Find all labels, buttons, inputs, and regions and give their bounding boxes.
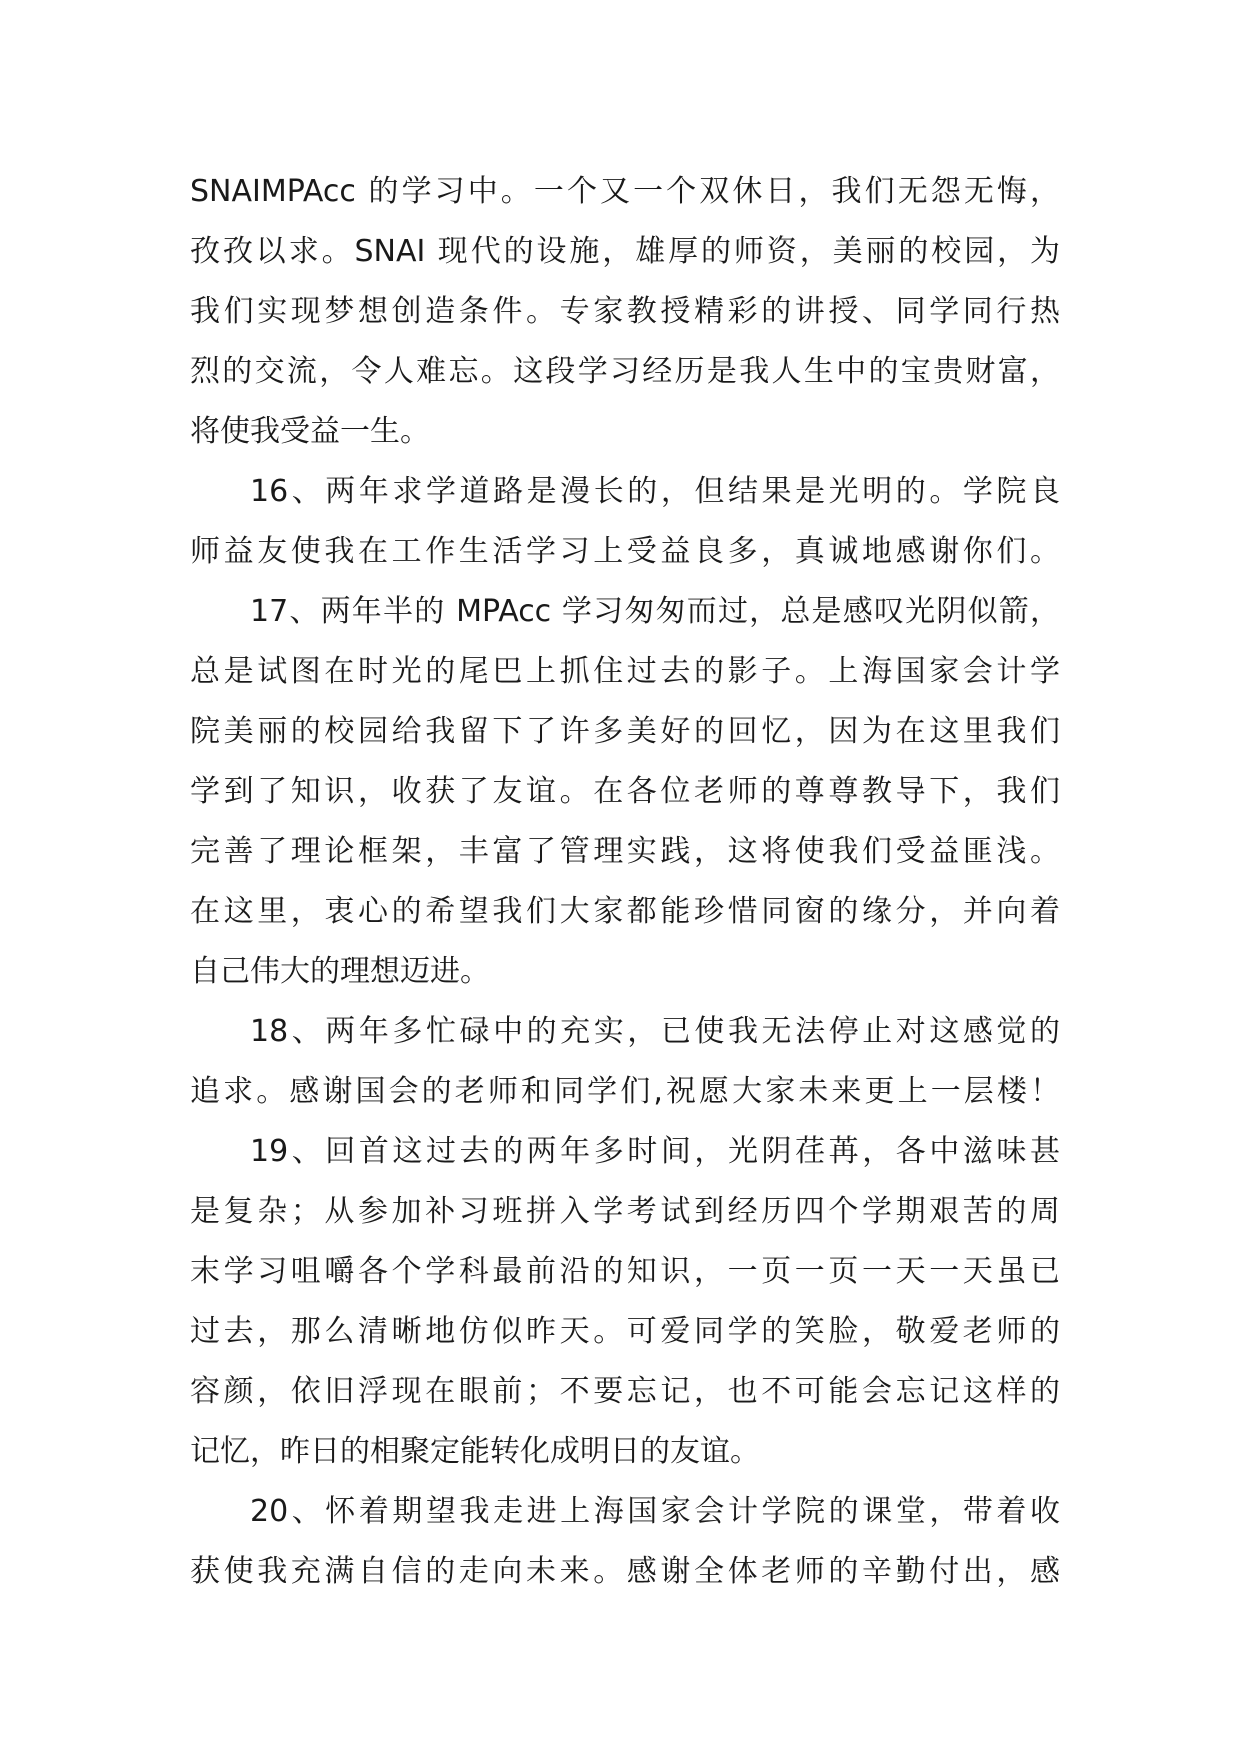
text-line: 20、怀着期望我走进上海国家会计学院的课堂，带着收 [250,1494,1060,1529]
paragraph-16 [190,462,1060,582]
text-line: 我们实现梦想创造条件。专家教授精彩的讲授、同学同行热 [190,294,1060,329]
text-line: 师益友使我在工作生活学习上受益良多，真诚地感谢你们。 [190,534,1060,569]
text-line: SNAIMPAcc 的学习中。一个又一个双休日，我们无怨无悔， [190,174,1060,209]
text-line: 记忆，昨日的相聚定能转化成明日的友谊。 [190,1434,760,1469]
paragraph-19 [190,1122,1060,1482]
text-line: 总是试图在时光的尾巴上抓住过去的影子。上海国家会计学 [190,654,1060,689]
paragraph-20 [190,1482,1060,1602]
text-line: 孜孜以求。SNAI 现代的设施，雄厚的师资，美丽的校园，为 [190,234,1060,269]
text-line: 自己伟大的理想迈进。 [190,954,490,989]
text-line: 容颜，依旧浮现在眼前；不要忘记，也不可能会忘记这样的 [190,1374,1060,1409]
text-line: 是复杂；从参加补习班拼入学考试到经历四个学期艰苦的周 [190,1194,1060,1229]
text-line: 烈的交流，令人难忘。这段学习经历是我人生中的宝贵财富， [190,354,1060,389]
text-line: 19、回首这过去的两年多时间，光阴荏苒，各中滋味甚 [250,1134,1060,1169]
text-line: 院美丽的校园给我留下了许多美好的回忆，因为在这里我们 [190,714,1060,749]
text-line: 获使我充满自信的走向未来。感谢全体老师的辛勤付出，感 [190,1554,1060,1589]
text-line: 将使我受益一生。 [190,414,430,449]
text-line: 学到了知识，收获了友谊。在各位老师的尊尊教导下，我们 [190,774,1060,809]
text-line: 完善了理论框架，丰富了管理实践，这将使我们受益匪浅。 [190,834,1060,869]
paragraph-18 [190,1002,1060,1122]
paragraph-continuation [190,162,1060,462]
text-line: 16、两年求学道路是漫长的，但结果是光明的。学院良 [250,474,1060,509]
text-line: 追求。感谢国会的老师和同学们,祝愿大家未来更上一层楼！ [190,1074,1060,1109]
paragraph-17 [190,582,1060,1002]
text-line: 在这里，衷心的希望我们大家都能珍惜同窗的缘分，并向着 [190,894,1060,929]
text-line: 17、两年半的 MPAcc 学习匆匆而过，总是感叹光阴似箭， [250,594,1060,629]
text-line: 18、两年多忙碌中的充实，已使我无法停止对这感觉的 [250,1014,1060,1049]
document-body [190,162,1060,1602]
text-line: 末学习咀嚼各个学科最前沿的知识，一页一页一天一天虽已 [190,1254,1060,1289]
text-line: 过去，那么清晰地仿似昨天。可爱同学的笑脸，敬爱老师的 [190,1314,1060,1349]
